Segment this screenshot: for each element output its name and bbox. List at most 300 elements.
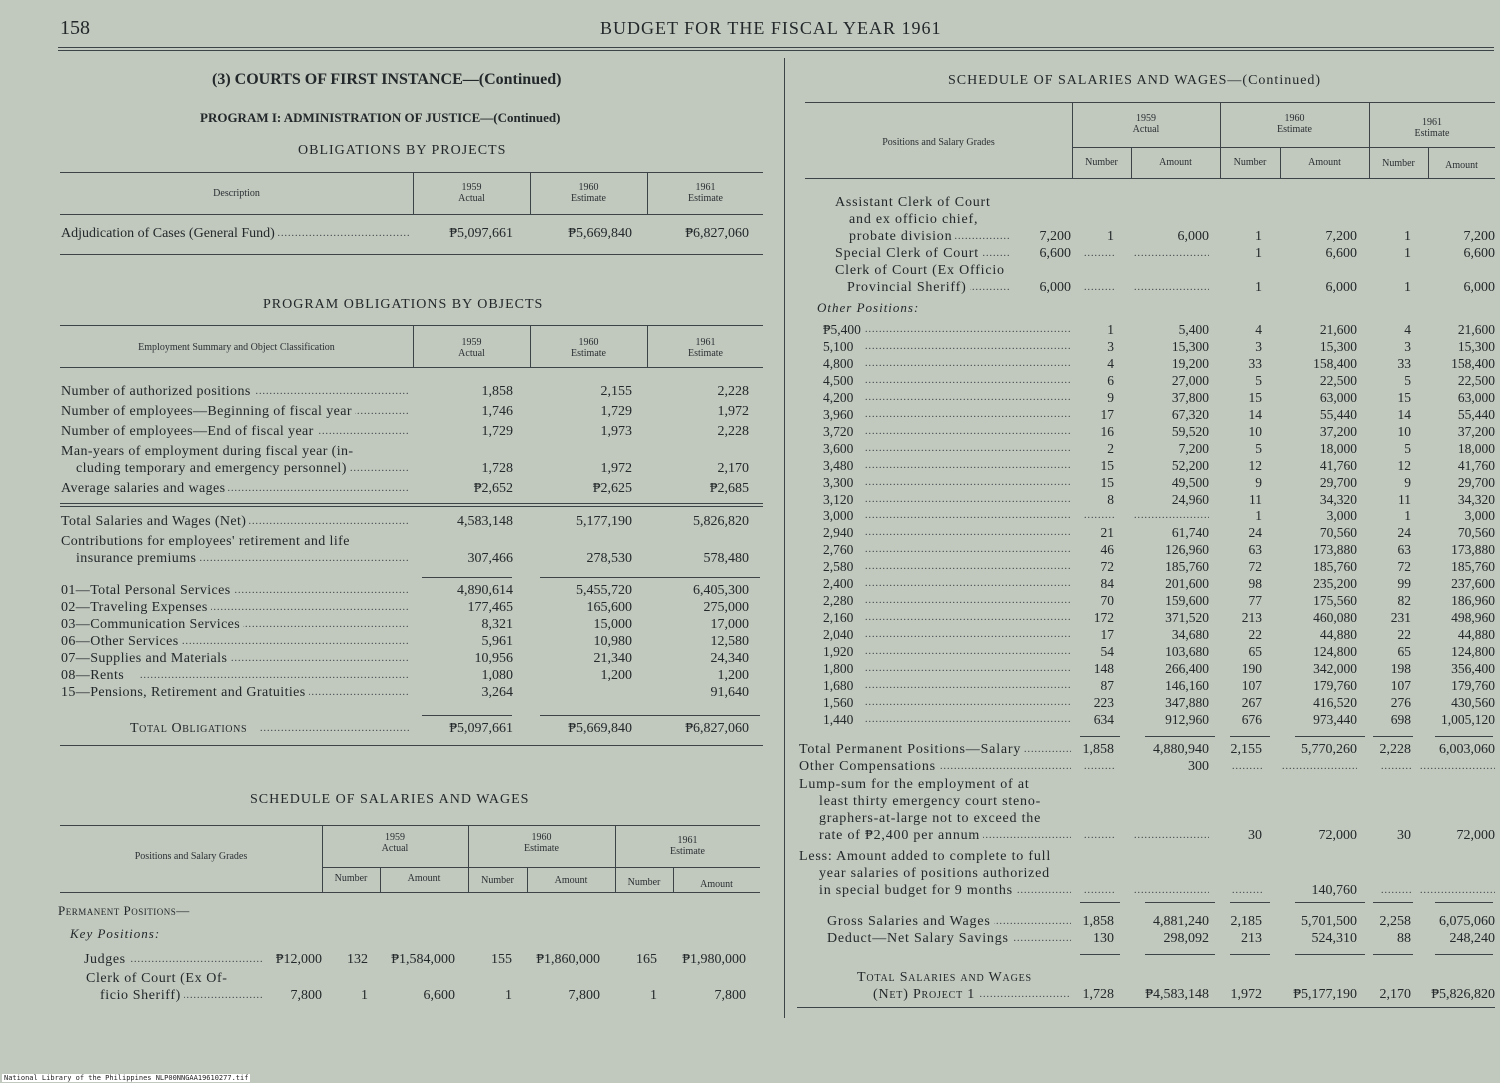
rule (1435, 954, 1493, 955)
value-cell: 65 (1248, 644, 1262, 660)
value-cell: 12 (1397, 457, 1411, 473)
value-cell: 63 (1397, 542, 1411, 558)
table-row (805, 609, 1495, 627)
rule (1435, 902, 1493, 903)
leader-dots (140, 667, 410, 685)
value-cell: 4,890,614 (457, 583, 513, 598)
value-cell: 6,600 (1325, 246, 1357, 261)
value-cell: 8 (1107, 491, 1114, 507)
value-cell: 6,000 (1325, 280, 1357, 295)
row-label: Gross Salaries and Wages (827, 913, 994, 931)
value-cell: 87 (1100, 677, 1114, 693)
value-cell: 578,480 (703, 551, 749, 566)
schedule-table-left (60, 825, 760, 1015)
total-value: ₱5,669,840 (568, 721, 632, 736)
col-header-1959: 1959 Actual (458, 182, 485, 204)
row-label: 15—Pensions, Retirement and Gratuities (61, 684, 309, 702)
value-cell: 107 (1390, 677, 1411, 693)
value-cell: 1 (361, 988, 368, 1003)
table-row (805, 457, 1495, 475)
value-cell: 5,455,720 (576, 583, 632, 598)
value-cell: 1 (1404, 246, 1411, 261)
table-row (60, 987, 760, 1005)
leader-dots (865, 711, 1070, 729)
row-label: Other Compensations (799, 758, 939, 776)
program-title: PROGRAM I: ADMINISTRATION OF JUSTICE—(Continued) (200, 110, 561, 125)
leader-dots (260, 720, 410, 738)
col-header-1959: 1959 Actual (1132, 113, 1160, 135)
value-cell: 1 (505, 988, 512, 1003)
value-cell: 430,560 (1451, 694, 1495, 710)
value-cell: 7,200 (1325, 229, 1357, 244)
rule (1145, 736, 1215, 737)
blank-dots (1420, 758, 1495, 776)
value-cell: 231 (1390, 610, 1411, 626)
table-row (805, 930, 1495, 948)
value-cell: 82 (1397, 593, 1411, 609)
obligations-by-projects-table (60, 172, 763, 262)
value-cell: 11 (1398, 491, 1411, 507)
other-positions-label: Other Positions: (817, 300, 920, 315)
value-cell: 9 (1404, 474, 1411, 490)
value-cell: 22 (1248, 627, 1262, 643)
value-cell: 6,405,300 (693, 583, 749, 598)
rule (422, 715, 512, 716)
value-cell: 67,320 (1171, 406, 1209, 422)
grade-cell: ₱5,400 (823, 321, 864, 339)
value-cell: 5,961 (481, 634, 513, 649)
value-cell: ₱1,584,000 (391, 952, 455, 967)
rule (1295, 954, 1365, 955)
rule (645, 577, 760, 578)
row-label: 06—Other Services (61, 633, 182, 651)
value-cell: 15,300 (1319, 338, 1357, 354)
value-cell: 1 (1404, 508, 1411, 524)
rule (1230, 902, 1270, 903)
value-cell: 267 (1241, 694, 1262, 710)
value-cell: 52,200 (1171, 457, 1209, 473)
leader-dots (865, 491, 1070, 509)
row-label: rate of ₱2,400 per annum (819, 827, 983, 845)
value-cell: 1,005,120 (1441, 711, 1495, 727)
blank-dots (1084, 245, 1114, 263)
rule (1295, 736, 1365, 737)
grade-cell: 1,440 (823, 711, 856, 729)
row-label: Clerk of Court (Ex Of- (86, 970, 231, 988)
table-row (60, 513, 763, 531)
rule (540, 715, 650, 716)
col-header-1961: 1961 Estimate (1414, 117, 1450, 139)
value-cell: 185,760 (1313, 559, 1357, 575)
table-row (805, 279, 1495, 297)
value-cell: 275,000 (703, 600, 749, 615)
value-cell: 34,680 (1171, 627, 1209, 643)
value-cell: 1,728 (481, 461, 513, 476)
value-cell: 4 (1107, 355, 1114, 371)
grade-cell: 7,800 (290, 988, 322, 1003)
grade-cell: 3,600 (823, 440, 856, 458)
rule (797, 1007, 1495, 1008)
col-header-1960: 1960 Estimate (571, 337, 606, 359)
value-cell: 130 (1093, 931, 1114, 946)
value-cell: 46 (1100, 542, 1114, 558)
leader-dots (865, 507, 1070, 525)
value-cell: 5 (1255, 372, 1262, 388)
col-header-number: Number (627, 877, 661, 888)
table-row (805, 507, 1495, 525)
blank-dots (1381, 758, 1411, 776)
table-row (805, 660, 1495, 678)
value-cell: 70,560 (1457, 525, 1495, 541)
row-label: Number of employees—End of fiscal year (61, 423, 317, 441)
row-label: year salaries of positions authorized (819, 865, 1053, 883)
value-cell: 158,400 (1451, 355, 1495, 371)
value-cell: 15,300 (1171, 338, 1209, 354)
col-header-amount: Amount (1159, 157, 1192, 168)
value-cell: 5,400 (1178, 322, 1209, 337)
col-header-amount: Amount (1445, 160, 1478, 171)
row-label: Clerk of Court (Ex Officio (835, 262, 1008, 280)
value-cell: 10,956 (474, 651, 513, 666)
leader-dots (865, 694, 1070, 712)
value-cell: 185,760 (1165, 559, 1209, 575)
value-cell: 8,321 (481, 617, 513, 632)
blank-dots (1084, 827, 1114, 845)
value-cell: 973,440 (1313, 711, 1357, 727)
col-header-number: Number (481, 875, 514, 886)
value-cell: 132 (347, 952, 368, 967)
leader-dots (865, 677, 1070, 695)
row-label: ficio Sheriff) (100, 987, 184, 1005)
value-cell: 5,177,190 (576, 514, 632, 529)
leader-dots (865, 355, 1070, 373)
value-cell: 371,520 (1165, 610, 1209, 626)
value-cell: 49,500 (1171, 474, 1209, 490)
value-cell: 124,800 (1313, 644, 1357, 660)
value-cell: 21,600 (1457, 322, 1495, 337)
value-cell: 248,240 (1449, 931, 1495, 946)
value-cell: 37,800 (1171, 389, 1209, 405)
value-cell: 1,200 (717, 668, 749, 683)
col-header-number: Number (1382, 158, 1415, 169)
table-row (60, 650, 763, 668)
value-cell: 1 (1255, 280, 1262, 295)
rule (422, 577, 512, 578)
value-cell: 1 (1255, 508, 1262, 524)
value-cell: 2,228 (1379, 742, 1411, 757)
value-cell: 347,880 (1165, 694, 1209, 710)
grade-cell: 2,160 (823, 609, 856, 627)
value-cell: 30 (1397, 828, 1411, 843)
value-cell: 1,858 (481, 384, 513, 399)
value-cell: 22 (1397, 627, 1411, 643)
row-label: Number of employees—Beginning of fiscal year (61, 403, 355, 421)
value-cell: ₱2,652 (473, 481, 513, 496)
table-row (805, 694, 1495, 712)
value-cell: 190 (1241, 661, 1262, 676)
col-header-description: Employment Summary and Object Classification (138, 342, 335, 353)
table-row (805, 575, 1495, 593)
value-cell: 5 (1404, 440, 1411, 456)
total-value: 1,972 (1230, 987, 1262, 1002)
value-cell: 41,760 (1319, 457, 1357, 473)
value-cell: 2,185 (1230, 914, 1262, 929)
value-cell: 698 (1390, 711, 1411, 727)
value-cell: 72 (1397, 559, 1411, 575)
value-cell: 524,310 (1311, 931, 1357, 946)
rule (1373, 954, 1413, 955)
value-cell: 6,075,060 (1439, 914, 1495, 929)
value-cell: 7,800 (714, 988, 746, 1003)
col-header-1959: 1959 Actual (458, 337, 485, 359)
value-cell: 307,466 (467, 551, 513, 566)
total-value: ₱4,583,148 (1145, 987, 1209, 1002)
obligations-projects-title: OBLIGATIONS BY PROJECTS (298, 143, 507, 158)
value-cell: 29,700 (1457, 474, 1495, 490)
table-row (60, 460, 763, 478)
value-cell: 98 (1248, 576, 1262, 592)
value-cell: 6,003,060 (1439, 742, 1495, 757)
rule (60, 503, 763, 504)
value-cell: 140,760 (1311, 883, 1357, 898)
value-cell: 91,640 (710, 685, 749, 700)
value-cell: 1 (1107, 322, 1114, 337)
schedule-title: SCHEDULE OF SALARIES AND WAGES (250, 792, 530, 807)
value-cell: 6,000 (1177, 229, 1209, 244)
table-row (60, 443, 763, 461)
value-cell: 34,320 (1457, 491, 1495, 507)
value-cell: 15,300 (1457, 338, 1495, 354)
table-row (60, 550, 763, 568)
blank-dots (1084, 882, 1114, 900)
col-header-1959: 1959 Actual (381, 832, 409, 854)
value-cell: 165 (636, 952, 657, 967)
row-label: 03—Communication Services (61, 616, 243, 634)
value-cell: 148 (1093, 661, 1114, 676)
leader-dots (865, 338, 1070, 356)
leader-dots (865, 541, 1070, 559)
value-cell: 21 (1100, 525, 1114, 541)
value-cell: 29,700 (1319, 474, 1357, 490)
value-cell: 2,155 (600, 384, 632, 399)
total-value: 1,728 (1082, 987, 1114, 1002)
value-cell: 6,600 (423, 988, 455, 1003)
value-cell: 1,729 (600, 404, 632, 419)
rule (1145, 954, 1215, 955)
total-label: Total Obligations (130, 720, 250, 738)
col-header-1960: 1960 Estimate (524, 832, 559, 854)
grade-cell: 3,300 (823, 474, 856, 492)
value-cell: 912,960 (1165, 711, 1209, 727)
value-cell: 1,858 (1082, 914, 1114, 929)
table-row (60, 616, 763, 634)
value-cell: 10,980 (593, 634, 632, 649)
blank-dots (1134, 279, 1209, 297)
rule (540, 577, 650, 578)
col-header-amount: Amount (700, 879, 733, 890)
table-row (60, 423, 763, 441)
blank-dots (1084, 507, 1114, 525)
value-cell: 15 (1100, 474, 1114, 490)
value-cell: 30 (1248, 828, 1262, 843)
table-row (805, 882, 1495, 900)
value-cell: 24 (1397, 525, 1411, 541)
col-header-amount: Amount (1308, 157, 1341, 168)
col-header-1961: 1961 Estimate (688, 182, 723, 204)
table-row (805, 211, 1495, 229)
table-row (805, 389, 1495, 407)
row-label: 01—Total Personal Services (61, 582, 234, 600)
row-label: 08—Rents (61, 667, 127, 685)
table-row (60, 582, 763, 600)
value-cell: 235,200 (1313, 576, 1357, 592)
value-cell: 1 (1255, 229, 1262, 244)
table-row (805, 321, 1495, 339)
value-cell: 7,200 (1463, 229, 1495, 244)
total-row (805, 986, 1495, 1004)
value-cell: 460,080 (1313, 610, 1357, 626)
value-cell: 84 (1100, 576, 1114, 592)
col-header-amount: Amount (554, 875, 588, 886)
table-row (805, 558, 1495, 576)
table-row (805, 913, 1495, 931)
value-cell: 4,880,940 (1153, 742, 1209, 757)
value-cell: 61,740 (1171, 525, 1209, 541)
value-cell: 179,760 (1313, 677, 1357, 693)
table-row (799, 776, 1495, 794)
value-cell: 4,583,148 (457, 514, 513, 529)
rule (60, 506, 763, 507)
row-label: Total Salaries and Wages (Net) (61, 513, 249, 531)
value-cell: ₱1,860,000 (536, 952, 600, 967)
value-cell: 5,701,500 (1301, 914, 1357, 929)
program-obligations-title: PROGRAM OBLIGATIONS BY OBJECTS (263, 297, 544, 312)
table-row (805, 245, 1495, 263)
grade-cell: 3,720 (823, 423, 856, 441)
value-cell: 18,000 (1319, 440, 1357, 456)
blank-dots (1134, 882, 1209, 900)
key-positions-label: Key Positions: (70, 926, 161, 941)
row-label: graphers-at-large not to exceed the (819, 810, 1044, 828)
value-cell: 24,340 (710, 651, 749, 666)
table-row (805, 355, 1495, 373)
total-label: Total Salaries and Wages (857, 969, 1035, 987)
value-cell: 300 (1188, 759, 1209, 774)
value-cell: 1,746 (481, 404, 513, 419)
table-row (805, 524, 1495, 542)
value-cell: 17,000 (710, 617, 749, 632)
table-row (60, 667, 763, 685)
schedule-table-right (799, 102, 1495, 1022)
value-cell: 5 (1404, 372, 1411, 388)
table-row (805, 338, 1495, 356)
table-row (805, 372, 1495, 390)
row-label: in special budget for 9 months (819, 882, 1016, 900)
value-cell: 185,760 (1451, 559, 1495, 575)
leader-dots (865, 389, 1070, 407)
total-value: ₱5,826,820 (1431, 987, 1495, 1002)
value-cell: 177,465 (467, 600, 513, 615)
value-cell: 172 (1093, 610, 1114, 626)
value-cell: 266,400 (1165, 661, 1209, 676)
leader-dots (120, 951, 262, 969)
leader-dots (865, 457, 1070, 475)
value-cell: 12 (1248, 457, 1262, 473)
value-cell: 16 (1100, 423, 1114, 439)
schedule-continued-title: SCHEDULE OF SALARIES AND WAGES—(Continued) (948, 73, 1322, 88)
value-cell: 165,600 (586, 600, 632, 615)
value-cell: 41,760 (1457, 457, 1495, 473)
blank-dots (1134, 827, 1209, 845)
table-row (805, 491, 1495, 509)
table-row (60, 480, 763, 498)
value-cell: 6 (1107, 372, 1114, 388)
table-row (805, 440, 1495, 458)
value-cell: 201,600 (1165, 576, 1209, 592)
table-row (799, 758, 1495, 776)
leader-dots (865, 474, 1070, 492)
value-cell: 5 (1255, 440, 1262, 456)
grade-cell: 4,200 (823, 389, 856, 407)
value-cell: 6,000 (1463, 280, 1495, 295)
value-cell: ₱2,685 (709, 481, 749, 496)
rule (1145, 902, 1215, 903)
value-cell: 3 (1404, 338, 1411, 354)
value-cell: 44,880 (1319, 627, 1357, 643)
running-title: BUDGET FOR THE FISCAL YEAR 1961 (600, 18, 942, 38)
row-label: cluding temporary and emergency personnel) (76, 460, 350, 478)
leader-dots (865, 626, 1070, 644)
rule (1080, 902, 1120, 903)
value-cell: 155 (491, 952, 512, 967)
total-value: ₱5,097,661 (449, 721, 513, 736)
leader-dots (865, 660, 1070, 678)
value-cell: 124,800 (1451, 644, 1495, 660)
col-header-number: Number (334, 873, 368, 884)
total-row (805, 969, 1495, 987)
source-note: National Library of the Philippines NLP00NNGAA19610277.tif (4, 1074, 249, 1082)
table-row (805, 827, 1495, 845)
value-cell: 55,440 (1457, 406, 1495, 422)
table-row (805, 194, 1495, 212)
value-cell: 9 (1255, 474, 1262, 490)
blank-dots (1381, 882, 1411, 900)
value-cell: 1 (1404, 280, 1411, 295)
leader-dots (865, 643, 1070, 661)
value-cell: 213 (1241, 610, 1262, 626)
blank-dots (1134, 507, 1209, 525)
rule (1373, 902, 1413, 903)
grade-cell: 2,940 (823, 524, 856, 542)
grade-cell: 2,760 (823, 541, 856, 559)
rule (1373, 736, 1413, 737)
value-cell: 126,960 (1165, 542, 1209, 558)
value-cell: 44,880 (1457, 627, 1495, 643)
value-cell: 276 (1390, 694, 1411, 710)
table-row (805, 592, 1495, 610)
value-cell: 175,560 (1313, 593, 1357, 609)
leader-dots (865, 524, 1070, 542)
value-cell: 107 (1241, 677, 1262, 693)
value-cell: 342,000 (1313, 661, 1357, 676)
value-cell: 5,770,260 (1301, 742, 1357, 757)
value-cell: 1,080 (481, 668, 513, 683)
value-cell: 72,000 (1318, 828, 1357, 843)
value-cell: 2 (1107, 440, 1114, 456)
value-cell: 72 (1248, 559, 1262, 575)
header-rule (58, 47, 1494, 51)
value-cell: 14 (1397, 406, 1411, 422)
